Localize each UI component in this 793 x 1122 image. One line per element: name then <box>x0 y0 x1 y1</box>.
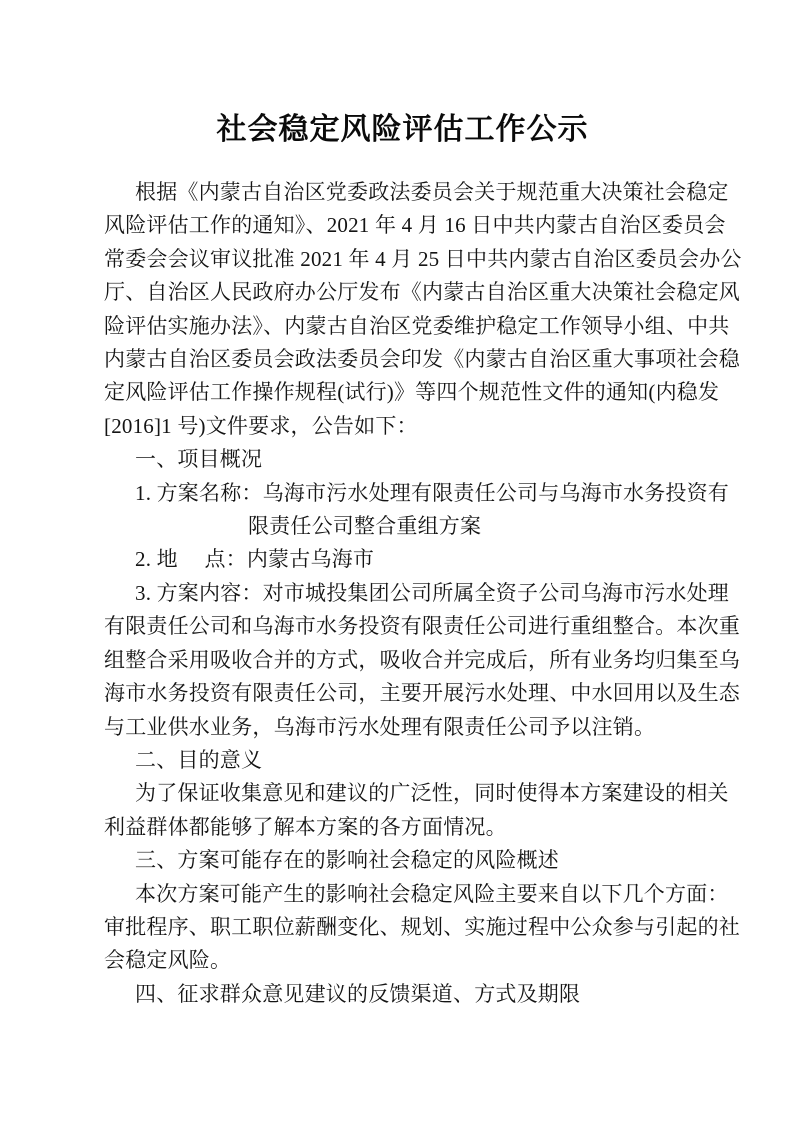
doc-line: 2. 地 点：内蒙古乌海市 <box>135 547 375 572</box>
doc-line: 四、征求群众意见建议的反馈渠道、方式及期限 <box>135 981 581 1006</box>
doc-line: 二、目的意义 <box>135 747 263 772</box>
doc-line: 风险评估工作的通知》、2021 年 4 月 16 日中共内蒙古自治区委员会 <box>104 213 726 238</box>
doc-line: 常委会会议审议批准 2021 年 4 月 25 日中共内蒙古自治区委员会办公 <box>104 246 742 271</box>
doc-line: 本次方案可能产生的影响社会稳定风险主要来自以下几个方面： <box>135 881 729 906</box>
doc-line: 组整合采用吸收合并的方式，吸收合并完成后，所有业务均归集至乌 <box>104 647 740 672</box>
doc-line: 三、方案可能存在的影响社会稳定的风险概述 <box>135 848 559 873</box>
doc-line: 有限责任公司和乌海市水务投资有限责任公司进行重组整合。本次重 <box>104 614 740 639</box>
doc-line: 险评估实施办法》、内蒙古自治区党委维护稳定工作领导小组、中共 <box>104 313 730 338</box>
doc-line: 一、项目概况 <box>135 447 263 472</box>
doc-line: 1. 方案名称：乌海市污水处理有限责任公司与乌海市水务投资有 <box>135 480 729 505</box>
doc-line: 海市水务投资有限责任公司，主要开展污水处理、中水回用以及生态 <box>104 681 740 706</box>
doc-line: 会稳定风险。 <box>104 948 232 973</box>
doc-line: 为了保证收集意见和建议的广泛性，同时使得本方案建设的相关 <box>135 781 729 806</box>
doc-line: [2016]1 号)文件要求，公告如下： <box>104 413 418 438</box>
doc-line: 根据《内蒙古自治区党委政法委员会关于规范重大决策社会稳定 <box>135 180 729 204</box>
doc-line: 限责任公司整合重组方案 <box>248 514 482 539</box>
page-title: 社会稳定风险评估工作公示 <box>216 113 589 146</box>
doc-line: 审批程序、职工职位薪酬变化、规划、实施过程中公众参与引起的社 <box>104 914 740 939</box>
doc-line: 与工业供水业务，乌海市污水处理有限责任公司予以注销。 <box>104 714 656 739</box>
doc-line: 厅、自治区人民政府办公厅发布《内蒙古自治区重大决策社会稳定风 <box>104 280 740 305</box>
doc-line: 内蒙古自治区委员会政法委员会印发《内蒙古自治区重大事项社会稳 <box>104 347 740 372</box>
doc-line: 3. 方案内容：对市城投集团公司所属全资子公司乌海市污水处理 <box>135 580 729 605</box>
doc-line: 定风险评估工作操作规程(试行)》等四个规范性文件的通知(内稳发 <box>104 380 720 405</box>
doc-line: 利益群体都能够了解本方案的各方面情况。 <box>104 814 507 839</box>
document-body <box>104 176 742 1011</box>
